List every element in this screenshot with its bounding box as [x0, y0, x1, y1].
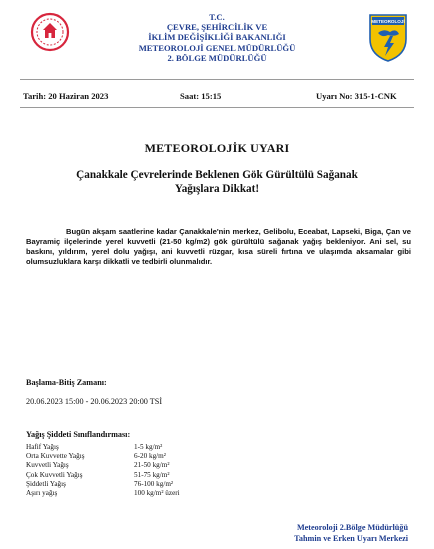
document-title: METEOROLOJİK UYARI — [144, 141, 290, 155]
classification-name: Şiddetli Yağış — [26, 479, 66, 488]
header-divider — [20, 79, 414, 80]
classification-range: 76-100 kg/m² — [134, 479, 174, 488]
warning-time: Saat: 15:15 — [180, 91, 222, 101]
ministry-line-4: 2. BÖLGE MÜDÜRLÜĞÜ — [167, 52, 267, 63]
warning-date: Tarih: 20 Haziran 2023 — [23, 91, 109, 101]
classification-row — [26, 443, 214, 452]
classification-row — [26, 461, 214, 470]
classification-label: Yağış Şiddeti Sınıflandırması: — [26, 430, 131, 439]
ministry-line-tc: T.C. — [209, 12, 225, 22]
footer-signature — [294, 522, 408, 544]
classification-range: 21-50 kg/m² — [134, 461, 170, 470]
classification-range: 51-75 kg/m² — [134, 470, 170, 479]
classification-name: Kuvvetli Yağış — [26, 461, 69, 470]
classification-range: 1-5 kg/m² — [134, 443, 163, 451]
warning-number: Uyarı No: 315-1-CNK — [316, 91, 397, 101]
classification-row — [26, 489, 214, 498]
time-window-value: 20.06.2023 15:00 - 20.06.2023 20:00 TSİ — [26, 397, 163, 406]
time-window-label: Başlama-Bitiş Zamanı: — [26, 378, 107, 387]
ministry-line-3: METEOROLOJİ GENEL MÜDÜRLÜĞÜ — [138, 42, 296, 53]
classification-row — [26, 471, 214, 480]
footer-line-2: Tahmin ve Erken Uyarı Merkezi — [294, 534, 408, 544]
classification-name: Orta Kuvvette Yağış — [26, 452, 85, 461]
classification-name: Hafif Yağış — [26, 443, 59, 451]
classification-range: 6-20 kg/m² — [134, 452, 166, 461]
meta-divider — [20, 107, 414, 108]
document-subtitle: Çanakkale Çevrelerinde Beklenen Gök Gürültülü Sağanak Yağışlara Dikkat! — [76, 169, 358, 195]
meteorology-logo-icon — [366, 11, 410, 63]
classification-row — [26, 480, 214, 489]
ministry-line-1: ÇEVRE, ŞEHİRCİLİK VE — [166, 22, 268, 33]
svg-text:METEOROLOJİ: METEOROLOJİ — [371, 19, 405, 25]
classification-table — [26, 443, 214, 498]
warning-body: Bugün akşam saatlerine kadar Çanakkale'nin merkez, Gelibolu, Eceabat, Lapseki, Biga, Çan ve Bayramiç ilçelerinde yerel kuvvetli (21-50 kg/m2) gök gürültülü sağanak yağış bekleniyor. Ani sel, su baskını, yıldırım, yerel dolu yağışı, ani kuvvetli rüzgar, kısa süreli fırtına ve ulaşımda aksamalar gibi olumsuzluklara karşı dikkatli ve tedbirli olunmalıdır. — [26, 227, 411, 267]
classification-name: Çok Kuvvetli Yağış — [26, 470, 83, 479]
classification-range: 100 kg/m² üzeri — [134, 489, 180, 498]
ministry-logo-icon — [30, 12, 70, 52]
classification-name: Aşırı yağış — [26, 489, 58, 498]
classification-row — [26, 452, 214, 461]
ministry-line-2: İKLİM DEĞİŞİKLİĞİ BAKANLIĞI — [148, 32, 286, 43]
footer-line-1: Meteoroloji 2.Bölge Müdürlüğü — [296, 523, 408, 532]
ministry-header — [100, 12, 334, 63]
